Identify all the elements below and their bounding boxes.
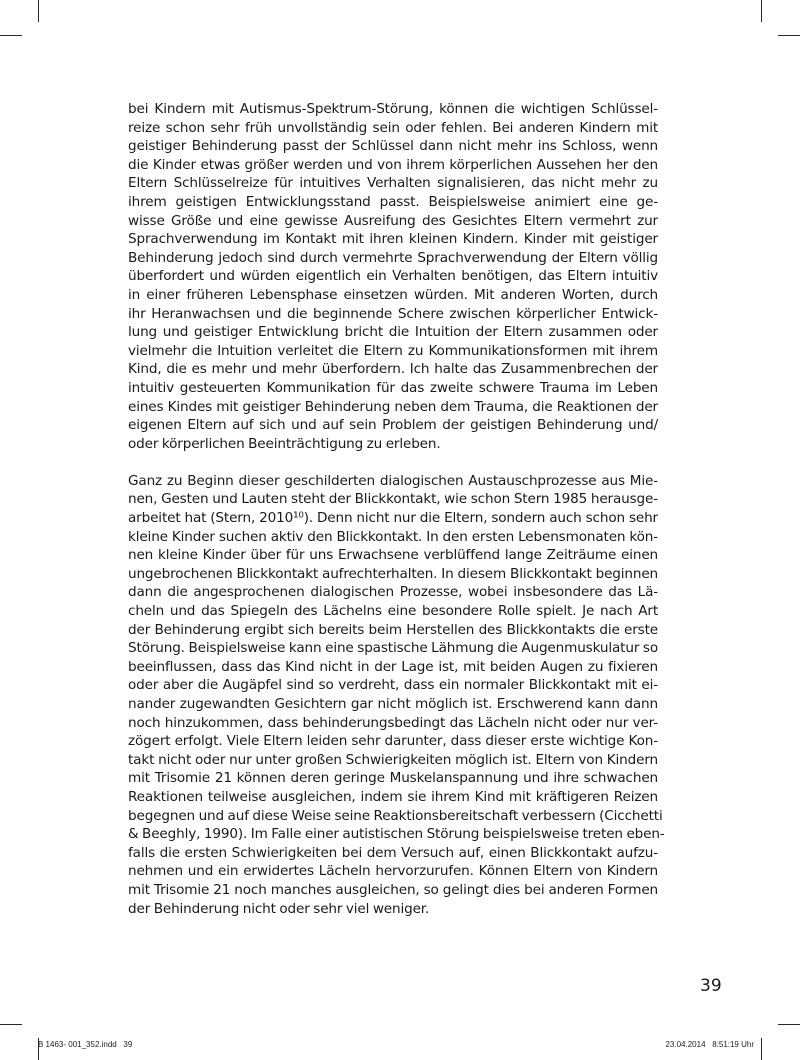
text-line: & Beeghly, 1990). Im Falle einer autistischen Störung beispielsweise treten eben- — [128, 826, 665, 843]
text-line: lung und geistiger Entwicklung bricht die Intuition der Eltern zusammen oder — [128, 324, 658, 341]
text-line: Sprachverwendung im Kontakt mit ihren kleinen Kindern. Kinder mit geistiger — [128, 231, 658, 248]
text-line: eines Kindes mit geistiger Behinderung neben dem Trauma, die Reaktionen der — [128, 398, 658, 415]
text-line: mit Trisomie 21 noch manches ausgleichen, so gelingt dies bei anderen Formen — [128, 881, 658, 898]
text-line: Eltern Schlüsselreize für intuitives Verhalten signalisieren, das nicht mehr zu — [128, 175, 658, 192]
text-line: Reaktionen teilweise ausgleichen, indem sie ihrem Kind mit kräftigeren Reizen — [128, 788, 658, 805]
text-line: kleine Kinder suchen aktiv den Blickkontakt. In den ersten Lebensmonaten kön- — [128, 528, 658, 545]
crop-mark-bottom-left-horizontal — [0, 1024, 22, 1025]
text-line: Störung. Beispielsweise kann eine spastische Lähmung die Augenmuskulatur so — [128, 640, 658, 657]
paragraph-2 — [128, 472, 665, 918]
text-line: in einer früheren Lebensphase einsetzen würden. Mit anderen Worten, durch — [128, 286, 658, 303]
crop-mark-top-right-horizontal — [778, 35, 800, 36]
crop-mark-top-left-horizontal — [0, 35, 22, 36]
crop-mark-top-left-vertical — [38, 0, 39, 22]
text-line: begegnen und auf diese Weise seine Reaktionsbereitschaft verbessern (Cicchetti — [128, 807, 663, 824]
text-line: intuitiv gesteuerten Kommunikation für das zweite schwere Trauma im Leben — [128, 379, 658, 396]
print-slug-file: B 1463- 001_352.indd 39 — [38, 1040, 133, 1049]
text-line: takt nicht oder nur unter großen Schwierigkeiten möglich ist. Eltern von Kindern — [128, 751, 658, 768]
text-line: reize schon sehr früh unvollständig sein oder fehlen. Bei anderen Kindern mit — [128, 119, 658, 136]
text-line: beeinflussen, dass das Kind nicht in der Lage ist, mit beiden Augen zu fixieren — [128, 658, 658, 675]
text-line: der Behinderung nicht oder sehr viel weniger. — [128, 900, 430, 917]
text-line: der Behinderung ergibt sich bereits beim Herstellen des Blickkontakts die erste — [128, 621, 658, 638]
text-line: die Kinder etwas größer werden und von ihrem körperlichen Aussehen her den — [128, 156, 658, 173]
text-line: Kind, die es mehr und mehr überfordern. Ich halte das Zusammenbrechen der — [128, 361, 658, 378]
body-text — [128, 100, 665, 918]
paragraph-1 — [128, 100, 658, 453]
text-line: arbeitet hat (Stern, 2010¹⁰). Denn nicht nur die Eltern, sondern auch schon sehr — [128, 510, 658, 527]
text-line: oder körperlichen Beeinträchtigung zu erleben. — [128, 435, 441, 452]
text-line: vielmehr die Intuition verleitet die Eltern zu Kommunikationsformen mit ihrem — [128, 342, 658, 359]
paragraph-gap — [128, 453, 658, 472]
text-line: nander zugewandten Gesichtern gar nicht möglich ist. Erschwerend kann dann — [128, 696, 658, 712]
text-line: überfordert und würden eigentlich ein Verhalten benötigen, das Eltern intuitiv — [128, 268, 658, 285]
text-line: oder aber die Augäpfel sind so verdreht, dass ein normaler Blickkontakt mit ei- — [128, 677, 658, 694]
crop-mark-bottom-right-vertical — [761, 1038, 762, 1060]
text-line: nen kleine Kinder über für uns Erwachsene verblüffend lange Zeiträume einen — [128, 547, 658, 564]
text-line: ihr Heranwachsen und die beginnende Schere zwischen körperlicher Entwick- — [128, 305, 658, 322]
text-line: noch hinzukommen, dass behinderungsbedingt das Lächeln nicht oder nur ver- — [128, 714, 658, 731]
text-line: falls die ersten Schwierigkeiten bei dem Versuch auf, einen Blickkontakt aufzu- — [128, 844, 658, 861]
text-line: zögert erfolgt. Viele Eltern leiden sehr darunter, dass dieser erste wichtige Kon- — [128, 733, 658, 750]
page-number: 39 — [700, 976, 722, 996]
text-line: Behinderung jedoch sind durch vermehrte Sprachverwendung der Eltern völlig — [128, 249, 658, 266]
text-line: nen, Gesten und Lauten steht der Blickkontakt, wie schon Stern 1985 herausge- — [128, 491, 658, 508]
text-line: Ganz zu Beginn dieser geschilderten dialogischen Austauschprozesse aus Mie- — [128, 472, 658, 489]
text-line: bei Kindern mit Autismus-Spektrum-Störung, können die wichtigen Schlüssel- — [128, 101, 658, 117]
text-line: wisse Größe und eine gewisse Ausreifung des Gesichtes Eltern vermehrt zur — [128, 212, 658, 229]
text-line: eigenen Eltern auf sich und auf sein Problem der geistigen Behinderung und/ — [128, 417, 658, 434]
text-line: nehmen und ein erwidertes Lächeln hervorzurufen. Können Eltern von Kindern — [128, 863, 658, 880]
crop-mark-top-right-vertical — [761, 0, 762, 22]
crop-mark-bottom-right-horizontal — [778, 1024, 800, 1025]
text-line: ihrem geistigen Entwicklungsstand passt. Beispielsweise animiert eine ge- — [128, 193, 658, 210]
text-line: dann die angesprochenen dialogischen Prozesse, wobei insbesondere das Lä- — [128, 584, 658, 601]
text-line: mit Trisomie 21 können deren geringe Muskelanspannung und ihre schwachen — [128, 770, 658, 787]
text-line: cheln und das Spiegeln des Lächelns eine besondere Rolle spielt. Je nach Art — [128, 603, 658, 620]
text-line: ungebrochenen Blickkontakt aufrechterhalten. In diesem Blickkontakt beginnen — [128, 565, 658, 582]
text-line: geistiger Behinderung passt der Schlüssel dann nicht mehr ins Schloss, wenn — [128, 138, 658, 155]
print-slug-timestamp: 23.04.2014 8:51:19 Uhr — [665, 1040, 754, 1049]
